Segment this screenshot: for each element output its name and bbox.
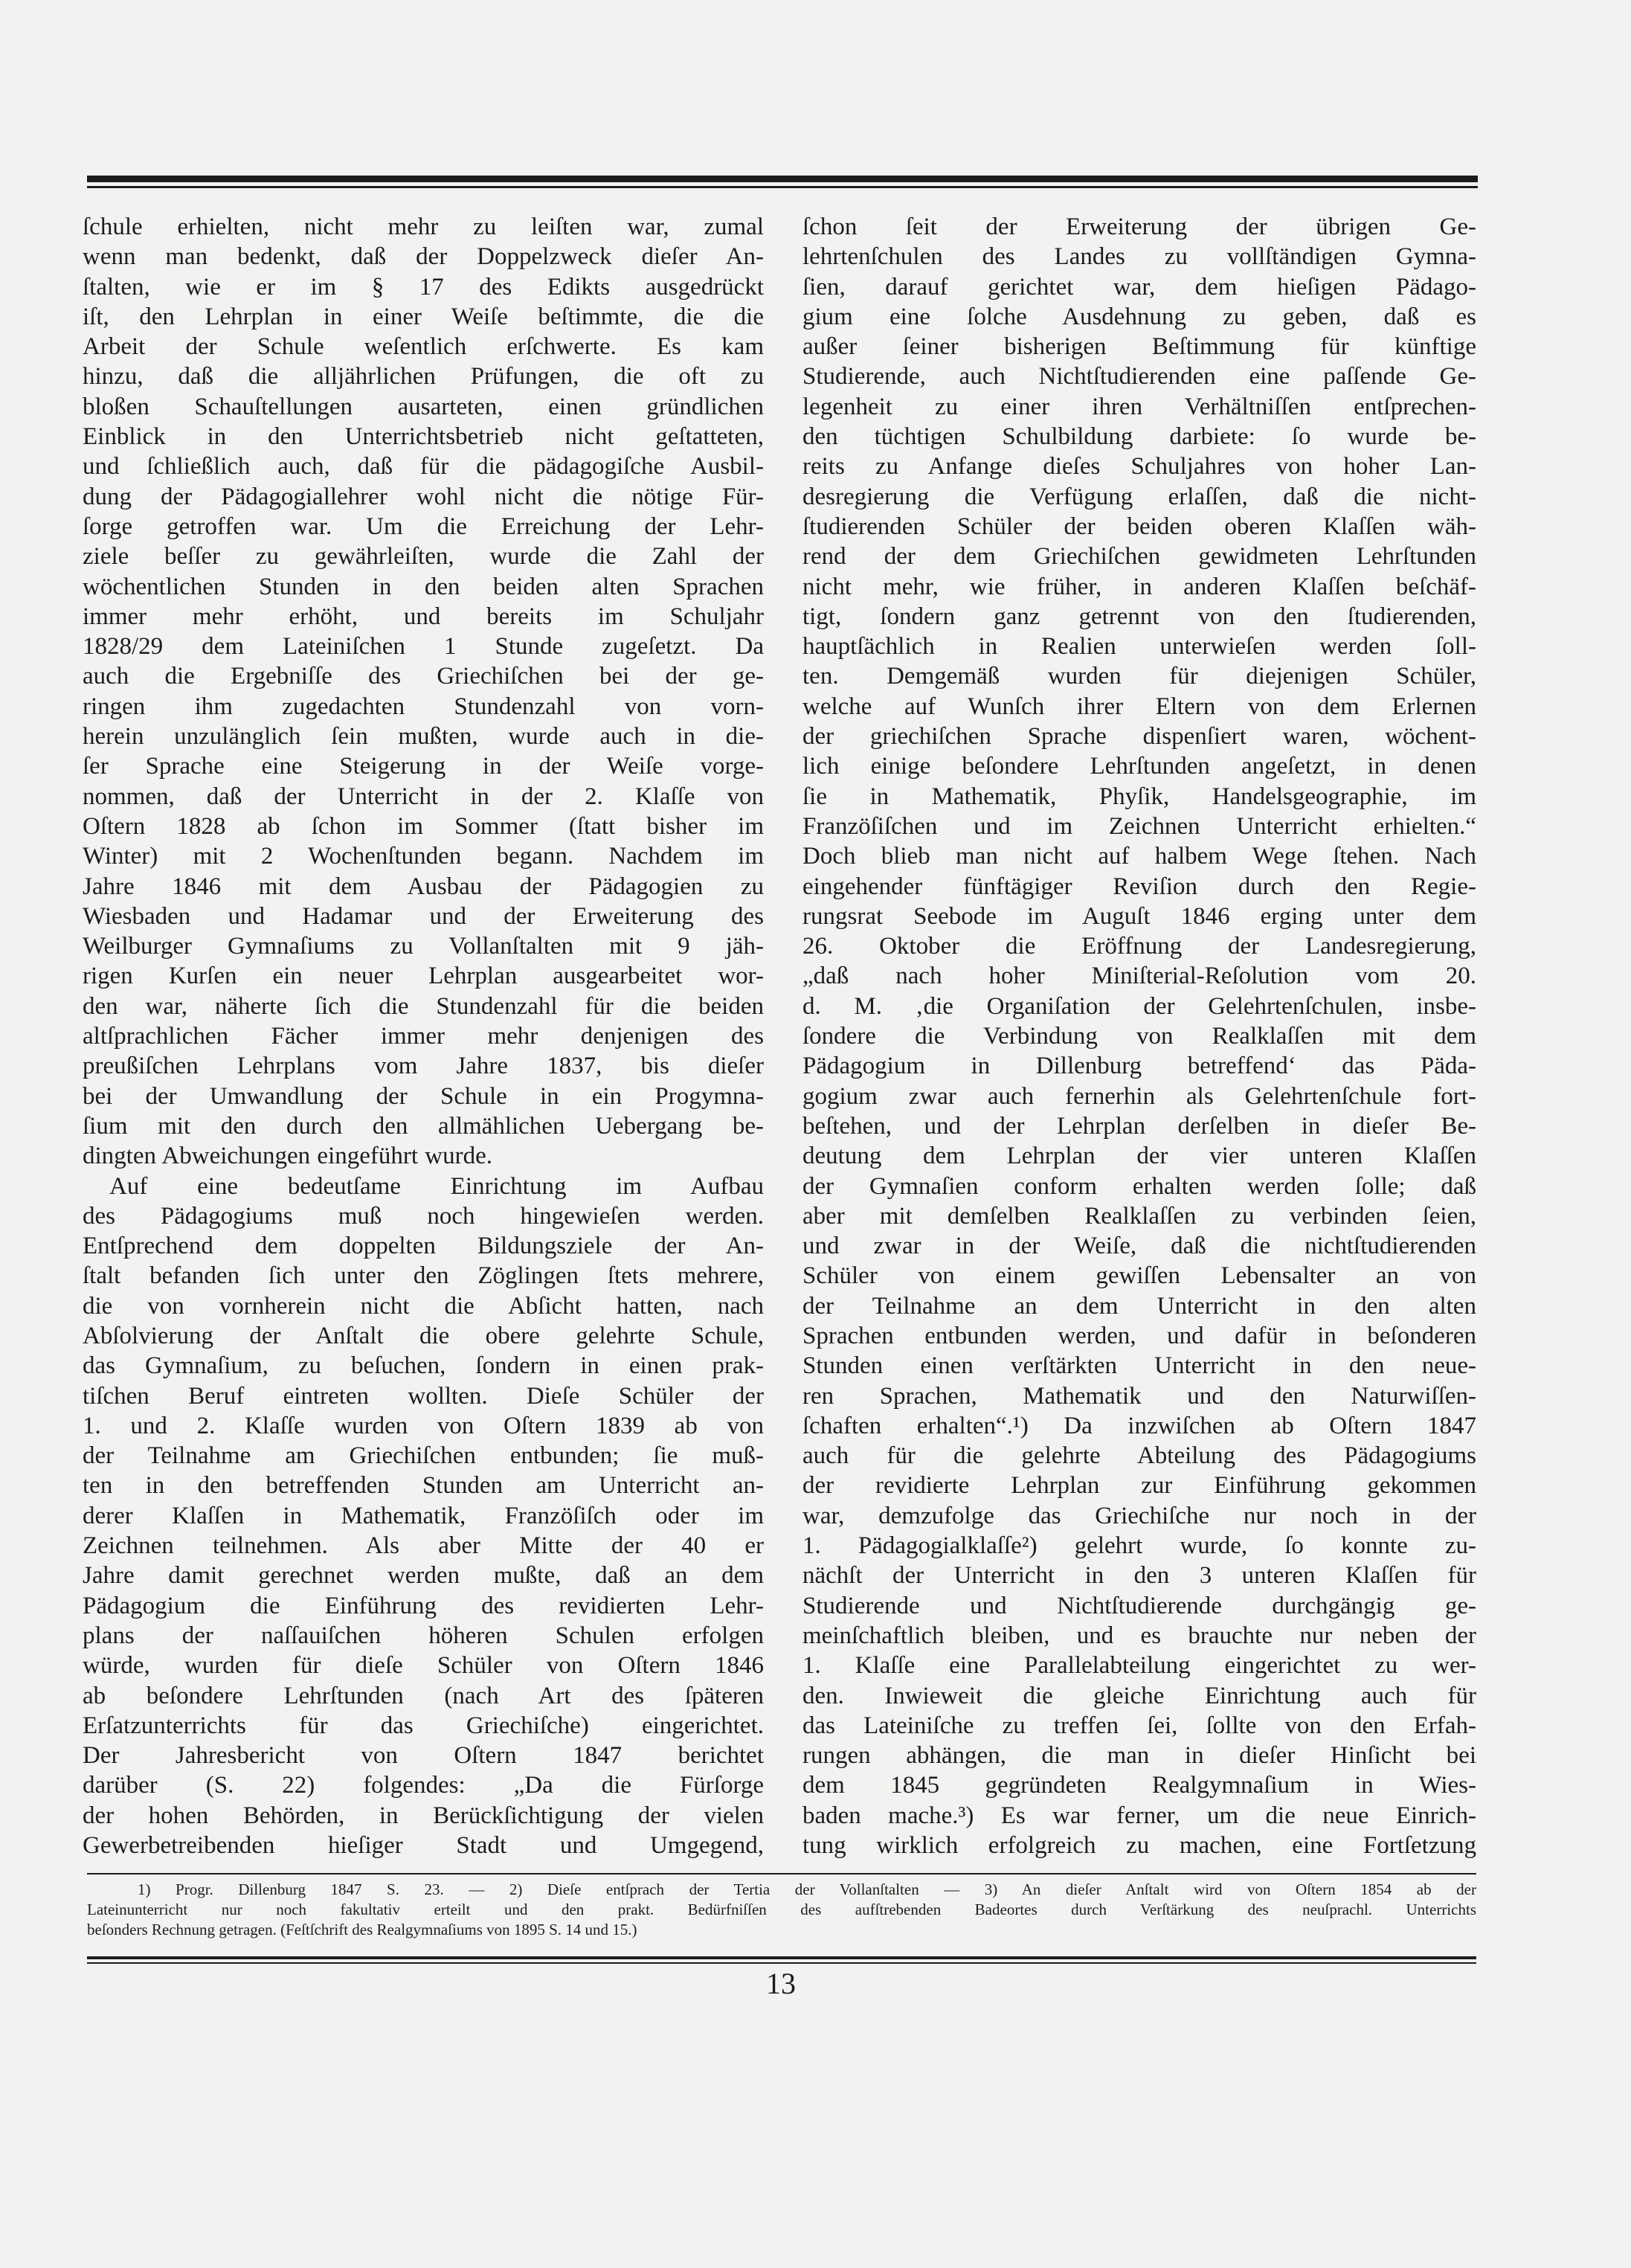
text-line: ten. Demgemäß wurden für diejenigen Schüler, <box>802 663 1476 690</box>
text-line: 1828/29 dem Lateiniſchen 1 Stunde zugeſetzt. Da <box>83 633 764 661</box>
text-line: lehrtenſchulen des Landes zu vollſtändigen Gymna- <box>802 243 1476 271</box>
text-line: dingten Abweichungen eingeführt wurde. <box>83 1143 493 1170</box>
text-line: ſtudierenden Schüler der beiden oberen Klaſſen wäh- <box>802 513 1476 540</box>
text-line: ſorge getroffen war. Um die Erreichung der Lehr- <box>83 513 764 540</box>
text-line: 26. Oktober die Eröffnung der Landesregierung, <box>802 933 1476 960</box>
text-line: ten in den betreffenden Stunden am Unterricht an- <box>83 1472 764 1500</box>
text-line: ab beſondere Lehrſtunden (nach Art des ſpäteren <box>83 1682 764 1709</box>
text-line: plans der naſſauiſchen höheren Schulen erfolgen <box>83 1622 764 1649</box>
text-line: herein unzulänglich ſein mußten, wurde auch in die- <box>83 723 764 751</box>
text-line: altſprachlichen Fächer immer mehr denjenigen des <box>83 1023 764 1050</box>
text-line: und ſchließlich auch, daß für die pädagogiſche Ausbil- <box>83 453 764 481</box>
text-line: der Teilnahme an dem Unterricht in den alten <box>802 1292 1476 1320</box>
text-line: auch die Ergebniſſe des Griechiſchen bei der ge- <box>83 663 764 690</box>
text-line: immer mehr erhöht, und bereits im Schuljahr <box>83 603 764 630</box>
text-line: Arbeit der Schule weſentlich erſchwerte. Es kam <box>83 333 764 361</box>
text-line: 1. Pädagogialklaſſe²) gelehrt wurde, ſo konnte zu- <box>802 1532 1476 1560</box>
text-line: dem 1845 gegründeten Realgymnaſium in Wies- <box>802 1772 1476 1799</box>
text-line: Wiesbaden und Hadamar und der Erweiterung des <box>83 902 764 930</box>
text-line: ſchaften erhalten“.¹) Da inzwiſchen ab Oſtern 1847 <box>802 1412 1476 1439</box>
text-line: der hohen Behörden, in Berückſichtigung der vielen <box>83 1802 764 1829</box>
text-line: deutung dem Lehrplan der vier unteren Klaſſen <box>802 1143 1476 1170</box>
text-line: Jahre damit gerechnet werden mußte, daß an dem <box>83 1562 764 1590</box>
text-line: Sprachen entbunden werden, und dafür in beſonderen <box>802 1322 1476 1349</box>
text-line: Winter) mit 2 Wochenſtunden begann. Nachdem im <box>83 843 764 870</box>
text-line: legenheit zu einer ihren Verhältniſſen entſprechen- <box>802 393 1476 420</box>
text-line: Abſolvierung der Anſtalt die obere gelehrte Schule, <box>83 1322 764 1349</box>
left-column <box>83 212 764 1871</box>
top-rule-thin <box>87 186 1478 188</box>
text-line: Studierende und Nichtſtudierende durchgängig ge- <box>802 1592 1476 1619</box>
text-line: preußiſchen Lehrplans vom Jahre 1837, bis dieſer <box>83 1053 764 1080</box>
text-line: ſtalt befanden ſich unter den Zöglingen ſtets mehrere, <box>83 1262 764 1290</box>
text-line: bloßen Schauſtellungen ausarteten, einen gründlichen <box>83 393 764 420</box>
text-line: desregierung die Verfügung erlaſſen, daß die nicht- <box>802 483 1476 510</box>
text-line: außer ſeiner bisherigen Beſtimmung für künftige <box>802 333 1476 361</box>
text-line: ſer Sprache eine Steigerung in der Weiſe vorge- <box>83 753 764 780</box>
text-line: wenn man bedenkt, daß der Doppelzweck dieſer An- <box>83 243 764 271</box>
text-line: Einblick in den Unterrichtsbetrieb nicht geſtatteten, <box>83 423 764 451</box>
text-line: Gewerbetreibenden hieſiger Stadt und Umgegend, <box>83 1832 764 1860</box>
text-line: Pädagogium in Dillenburg betreffend‘ das Päda- <box>802 1053 1476 1080</box>
text-line: und zwar in der Weiſe, daß die nichtſtudierenden <box>802 1233 1476 1260</box>
text-line: tigt, ſondern ganz getrennt von den ſtudierenden, <box>802 603 1476 630</box>
text-line: darüber (S. 22) folgendes: „Da die Fürſorge <box>83 1772 764 1799</box>
text-line: welche auf Wunſch ihrer Eltern von dem Erlernen <box>802 693 1476 720</box>
text-line: Oſtern 1828 ab ſchon im Sommer (ſtatt bisher im <box>83 812 764 840</box>
text-line: dung der Pädagogiallehrer wohl nicht die nötige Für- <box>83 483 764 510</box>
text-line: rungen abhängen, die man in dieſer Hinſicht bei <box>802 1742 1476 1770</box>
footnote-rule <box>87 1873 1476 1875</box>
text-line: Schüler von einem gewiſſen Lebensalter an von <box>802 1262 1476 1290</box>
text-line: der revidierte Lehrplan zur Einführung gekommen <box>802 1472 1476 1500</box>
text-line: rungsrat Seebode im Auguſt 1846 erging unter dem <box>802 902 1476 930</box>
footnote-line: beſonders Rechnung getragen. (Feſtſchrift des Realgymnaſiums von 1895 S. 14 und 15.) <box>87 1921 637 1938</box>
text-line: Doch blieb man nicht auf halbem Wege ſtehen. Nach <box>802 843 1476 870</box>
text-line: Stunden einen verſtärkten Unterricht in den neue- <box>802 1352 1476 1380</box>
text-line: ſondere die Verbindung von Realklaſſen mit dem <box>802 1023 1476 1050</box>
text-line: meinſchaftlich bleiben, und es brauchte nur neben der <box>802 1622 1476 1649</box>
text-line: Zeichnen teilnehmen. Als aber Mitte der 40 er <box>83 1532 764 1560</box>
text-line: ziele beſſer zu gewährleiſten, wurde die Zahl der <box>83 543 764 571</box>
text-line: 1. Klaſſe eine Parallelabteilung eingerichtet zu wer- <box>802 1652 1476 1680</box>
text-line: der Teilnahme am Griechiſchen entbunden; ſie muß- <box>83 1442 764 1470</box>
text-line: auch für die gelehrte Abteilung des Pädagogiums <box>802 1442 1476 1470</box>
right-column <box>802 212 1476 1871</box>
text-line: „daß nach hoher Miniſterial-Reſolution vom 20. <box>802 963 1476 990</box>
text-line: baden mache.³) Es war ferner, um die neue Einrich- <box>802 1802 1476 1829</box>
text-line: war, demzufolge das Griechiſche nur noch in der <box>802 1502 1476 1529</box>
text-line: aber mit demſelben Realklaſſen zu verbinden ſeien, <box>802 1202 1476 1230</box>
text-line: ringen ihm zugedachten Stundenzahl von vorn- <box>83 693 764 720</box>
text-line: ſium mit den durch den allmählichen Uebergang be- <box>83 1112 764 1140</box>
text-line: rend der dem Griechiſchen gewidmeten Lehrſtunden <box>802 543 1476 571</box>
text-line: die von vornherein nicht die Abſicht hatten, nach <box>83 1292 764 1320</box>
text-line: beſtehen, und der Lehrplan derſelben in dieſer Be- <box>802 1112 1476 1140</box>
text-line: Franzöſiſchen und im Zeichnen Unterricht erhielten.“ <box>802 812 1476 840</box>
footnotes <box>87 1880 1476 1940</box>
text-line: hinzu, daß die alljährlichen Prüfungen, die oft zu <box>83 363 764 391</box>
text-line: tiſchen Beruf eintreten wollten. Dieſe Schüler der <box>83 1382 764 1410</box>
text-line: der griechiſchen Sprache dispenſiert waren, wöchent- <box>802 723 1476 751</box>
bottom-rule-thick <box>87 1956 1476 1959</box>
text-line: ſtalten, wie er im § 17 des Edikts ausgedrückt <box>83 273 764 301</box>
text-line: Der Jahresbericht von Oſtern 1847 berichtet <box>83 1742 764 1770</box>
text-line: das Lateiniſche zu treffen ſei, ſollte von den Erfah- <box>802 1712 1476 1739</box>
text-line: rigen Kurſen ein neuer Lehrplan ausgearbeitet wor- <box>83 963 764 990</box>
footnote-line: 1) Progr. Dillenburg 1847 S. 23. — 2) Dieſe entſprach der Tertia der Vollanſtalten — 3) An dieſer Anſtalt wird von Oſtern 1854 ab der <box>138 1880 1476 1898</box>
text-line: Auf eine bedeutſame Einrichtung im Aufbau <box>109 1172 764 1200</box>
text-line: Erſatzunterrichts für das Griechiſche) eingerichtet. <box>83 1712 764 1739</box>
text-line: lich einige beſondere Lehrſtunden angeſetzt, in denen <box>802 753 1476 780</box>
text-line: nommen, daß der Unterricht in der 2. Klaſſe von <box>83 783 764 810</box>
text-line: nächſt der Unterricht in den 3 unteren Klaſſen für <box>802 1562 1476 1590</box>
text-line: eingehender fünftägiger Reviſion durch den Regie- <box>802 873 1476 900</box>
footnote-line: Lateinunterricht nur noch fakultativ erteilt und den prakt. Bedürfniſſen des aufſtrebenden Badeortes durch Verſtärkung des neuſprachl. Unterrichts <box>87 1901 1476 1918</box>
text-line: tung wirklich erfolgreich zu machen, eine Fortſetzung <box>802 1832 1476 1860</box>
bottom-rule-thin <box>87 1962 1476 1964</box>
text-line: gogium zwar auch fernerhin als Gelehrtenſchule fort- <box>802 1082 1476 1110</box>
text-line: den. Inwieweit die gleiche Einrichtung auch für <box>802 1682 1476 1709</box>
top-rule-thick <box>87 176 1478 182</box>
text-line: das Gymnaſium, zu beſuchen, ſondern in einen prak- <box>83 1352 764 1380</box>
text-line: gium eine ſolche Ausdehnung zu geben, daß es <box>802 303 1476 330</box>
text-line: ren Sprachen, Mathematik und den Naturwiſſen- <box>802 1382 1476 1410</box>
text-line: Jahre 1846 mit dem Ausbau der Pädagogien zu <box>83 873 764 900</box>
text-line: Entſprechend dem doppelten Bildungsziele der An- <box>83 1233 764 1260</box>
text-line: Studierende, auch Nichtſtudierenden eine paſſende Ge- <box>802 363 1476 391</box>
text-line: hauptſächlich in Realien unterwieſen werden ſoll- <box>802 633 1476 661</box>
text-line: Pädagogium die Einführung des revidierten Lehr- <box>83 1592 764 1619</box>
text-line: d. M. ‚die Organiſation der Gelehrtenſchulen, insbe- <box>802 992 1476 1020</box>
text-line: den war, näherte ſich die Stundenzahl für die beiden <box>83 992 764 1020</box>
text-line: iſt, den Lehrplan in einer Weiſe beſtimmte, die die <box>83 303 764 330</box>
text-line: ſchule erhielten, nicht mehr zu leiſten war, zumal <box>83 213 764 240</box>
text-line: reits zu Anfange dieſes Schuljahres von hoher Lan- <box>802 453 1476 481</box>
text-line: 1. und 2. Klaſſe wurden von Oſtern 1839 ab von <box>83 1412 764 1439</box>
text-line: bei der Umwandlung der Schule in ein Progymna- <box>83 1082 764 1110</box>
text-line: den tüchtigen Schulbildung darbiete: ſo wurde be- <box>802 423 1476 451</box>
text-line: ſie in Mathematik, Phyſik, Handelsgeographie, im <box>802 783 1476 810</box>
text-line: der Gymnaſien conform erhalten werden ſolle; daß <box>802 1172 1476 1200</box>
text-line: des Pädagogiums muß noch hingewieſen werden. <box>83 1202 764 1230</box>
text-line: Weilburger Gymnaſiums zu Vollanſtalten mit 9 jäh- <box>83 933 764 960</box>
text-line: wöchentlichen Stunden in den beiden alten Sprachen <box>83 573 764 600</box>
text-line: derer Klaſſen in Mathematik, Franzöſiſch oder im <box>83 1502 764 1529</box>
text-line: würde, wurden für dieſe Schüler von Oſtern 1846 <box>83 1652 764 1680</box>
text-line: ſien, darauf gerichtet war, dem hieſigen Pädago- <box>802 273 1476 301</box>
text-line: ſchon ſeit der Erweiterung der übrigen Ge- <box>802 213 1476 240</box>
page-number: 13 <box>766 1967 796 2000</box>
text-line: nicht mehr, wie früher, in anderen Klaſſen beſchäf- <box>802 573 1476 600</box>
